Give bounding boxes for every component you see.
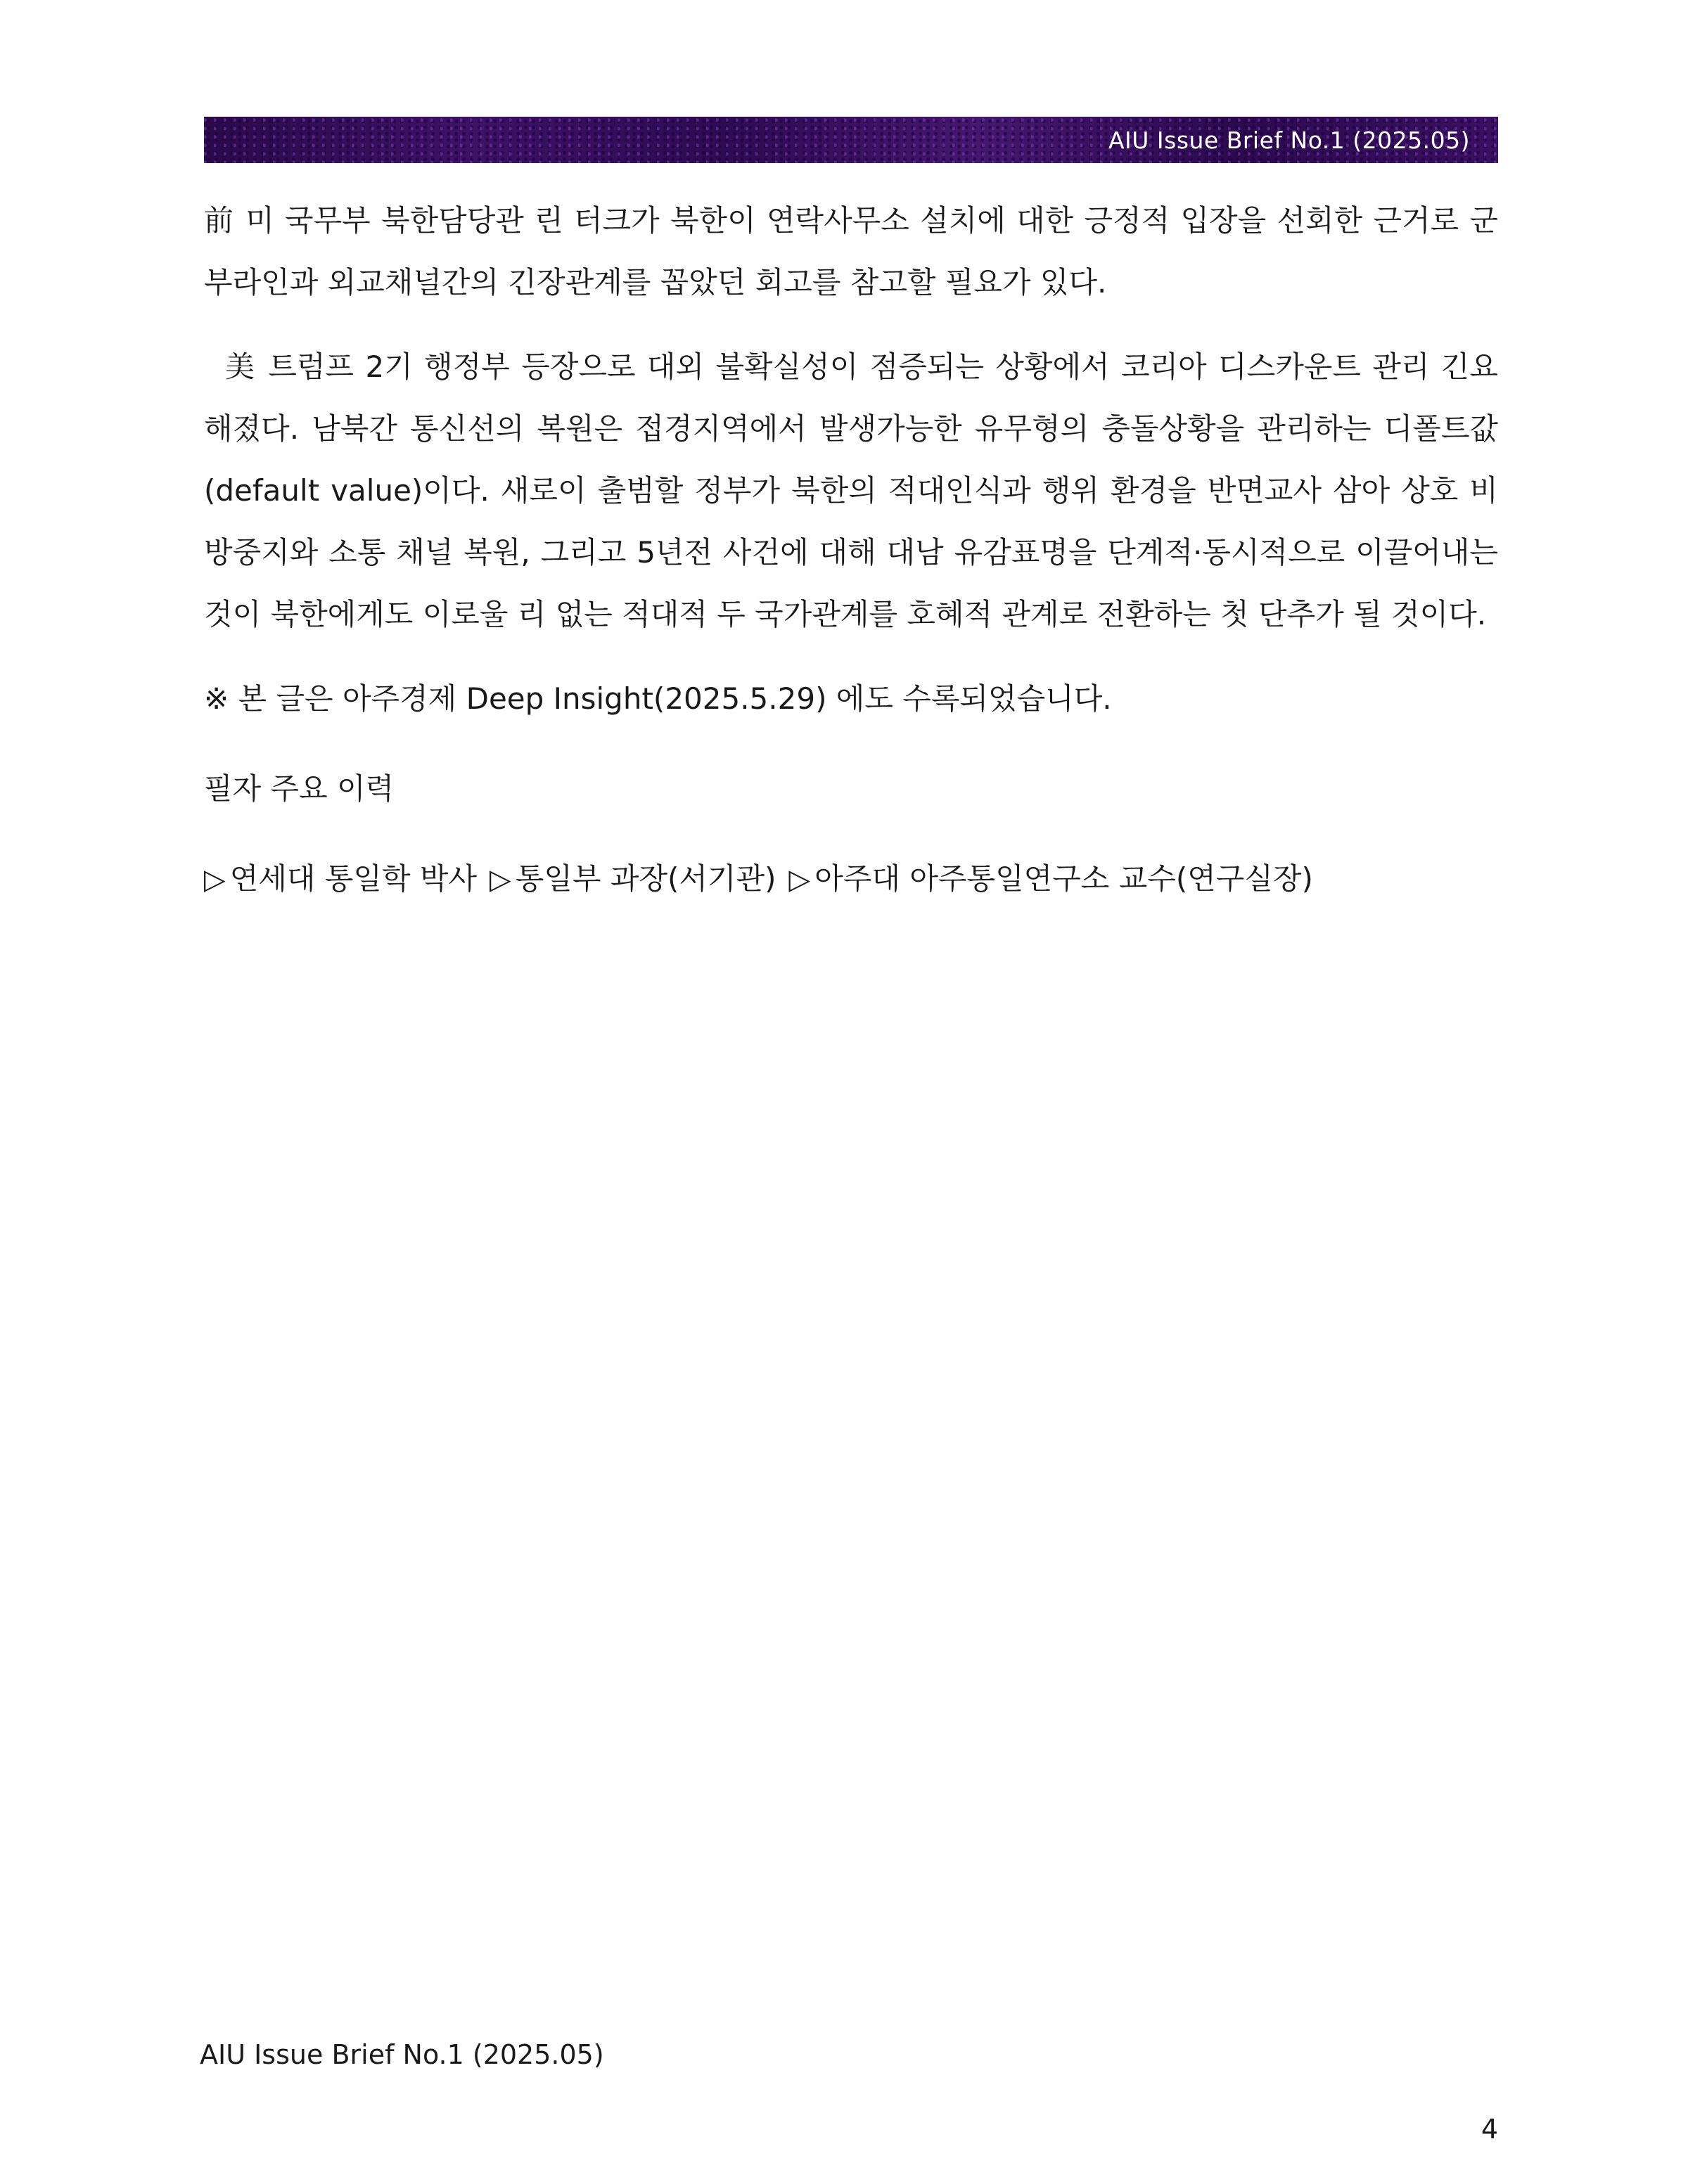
header-banner xyxy=(204,117,1498,163)
career-item-label: 연세대 통일학 박사 xyxy=(229,861,478,896)
career-item-label: 아주대 아주통일연구소 교수(연구실장) xyxy=(814,861,1313,896)
page-number: 4 xyxy=(1481,2114,1498,2145)
career-item-3 xyxy=(789,861,1313,896)
triangle-marker-icon: ▷ xyxy=(490,863,511,896)
career-item-label: 통일부 과장(서기관) xyxy=(515,861,776,896)
triangle-marker-icon: ▷ xyxy=(204,863,226,896)
publication-note: ※ 본 글은 아주경제 Deep Insight(2025.5.29) 에도 수록되었습니다. xyxy=(204,681,1112,716)
body-paragraph-2: 美 트럼프 2기 행정부 등장으로 대외 불확실성이 점증되는 상황에서 코리아 디스카운트 관리 긴요해졌다. 남북간 통신선의 복원은 접경지역에서 발생가능한 유무형의 충돌상황을 관리하는 디폴트값(default value)이다. 새로이 출범할 정부가 북한의 적대인식과 행위 환경을 반면교사 삼아 상호 비방중지와 소통 채널 복원, 그리고 5년전 사건에 대해 대남 유감표명을 단계적·동시적으로 이끌어내는 것이 북한에게도 이로울 리 없는 적대적 두 국가관계를 호혜적 관계로 전환하는 첫 단추가 될 것이다. xyxy=(204,349,1498,631)
header-title: AIU Issue Brief No.1 (2025.05) xyxy=(1108,126,1470,154)
career-item-2 xyxy=(490,861,776,896)
author-career-list xyxy=(204,848,1498,911)
triangle-marker-icon: ▷ xyxy=(788,863,811,896)
body-paragraph-1: 前 미 국무부 북한담당관 린 터크가 북한이 연락사무소 설치에 대한 긍정적 입장을 선회한 근거로 군부라인과 외교채널간의 긴장관계를 꼽았던 회고를 참고할 필요가 있다. xyxy=(204,203,1498,300)
main-content xyxy=(204,190,1498,911)
author-career-heading: 필자 주요 이력 xyxy=(204,771,395,806)
career-item-1 xyxy=(204,861,477,896)
footer-label: AIU Issue Brief No.1 (2025.05) xyxy=(200,2039,604,2070)
